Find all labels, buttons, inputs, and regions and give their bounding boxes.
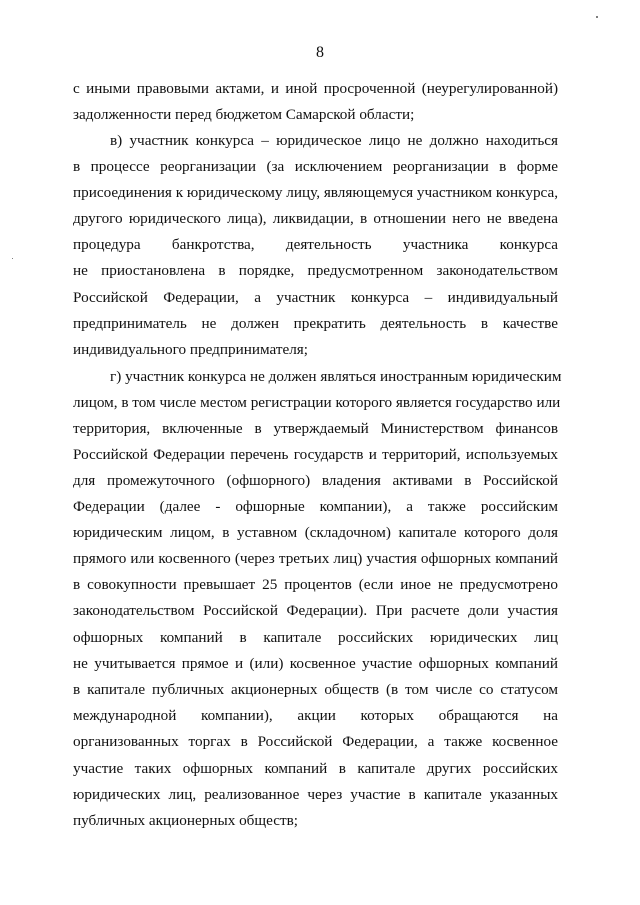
scan-speck [596, 16, 598, 18]
text-line: международной компании), акции которых обращаются на [73, 707, 558, 724]
text-line: территория, включенные в утверждаемый Министерством финансов [73, 420, 558, 437]
page-number: 8 [316, 44, 324, 61]
text-line: процедура банкротства, деятельность участника конкурса [73, 236, 558, 253]
text-line: Российской Федерации перечень государств и территорий, используемых [73, 446, 558, 463]
text-line: присоединения к юридическому лицу, являющемуся участником конкурса, [73, 184, 558, 201]
paragraph-start-line: г) участник конкурса не должен являться иностранным юридическим [110, 368, 562, 385]
text-line: предприниматель не должен прекратить деятельность в качестве [73, 315, 558, 332]
text-line: в капитале публичных акционерных обществ (в том числе со статусом [73, 681, 558, 698]
text-line: для промежуточного (офшорного) владения активами в Российской [73, 472, 558, 489]
text-line: прямого или косвенного (через третьих лиц) участия офшорных компаний [73, 550, 558, 567]
text-line: лицом, в том числе местом регистрации которого является государство или [73, 394, 561, 411]
text-line: в совокупности превышает 25 процентов (если иное не предусмотрено [73, 576, 558, 593]
text-line: юридических лиц, реализованное через участие в капитале указанных [73, 786, 558, 803]
text-line: организованных торгах в Российской Федерации, а также косвенное [73, 733, 558, 750]
text-line: Российской Федерации, а участник конкурса – индивидуальный [73, 289, 558, 306]
text-line: не приостановлена в порядке, предусмотренном законодательством [73, 262, 558, 279]
text-line: Федерации (далее - офшорные компании), а также российским [73, 498, 558, 515]
text-line: законодательством Российской Федерации). При расчете доли участия [73, 602, 558, 619]
paragraph-start-line: в) участник конкурса – юридическое лицо не должно находиться [110, 132, 558, 149]
text-line: в процессе реорганизации (за исключением реорганизации в форме [73, 158, 558, 175]
text-line: другого юридического лица), ликвидации, в отношении него не введена [73, 210, 558, 227]
scan-speck [12, 258, 13, 259]
text-line: не учитывается прямое и (или) косвенное участие офшорных компаний [73, 655, 558, 672]
text-line: публичных акционерных обществ; [73, 812, 298, 829]
text-line: с иными правовыми актами, и иной просроченной (неурегулированной) [73, 80, 558, 97]
text-line: участие таких офшорных компаний в капитале других российских [73, 760, 558, 777]
text-line: индивидуального предпринимателя; [73, 341, 308, 358]
text-line: задолженности перед бюджетом Самарской области; [73, 106, 415, 123]
text-line: юридическим лицом, в уставном (складочном) капитале которого доля [73, 524, 558, 541]
text-line: офшорных компаний в капитале российских юридических лиц [73, 629, 558, 646]
